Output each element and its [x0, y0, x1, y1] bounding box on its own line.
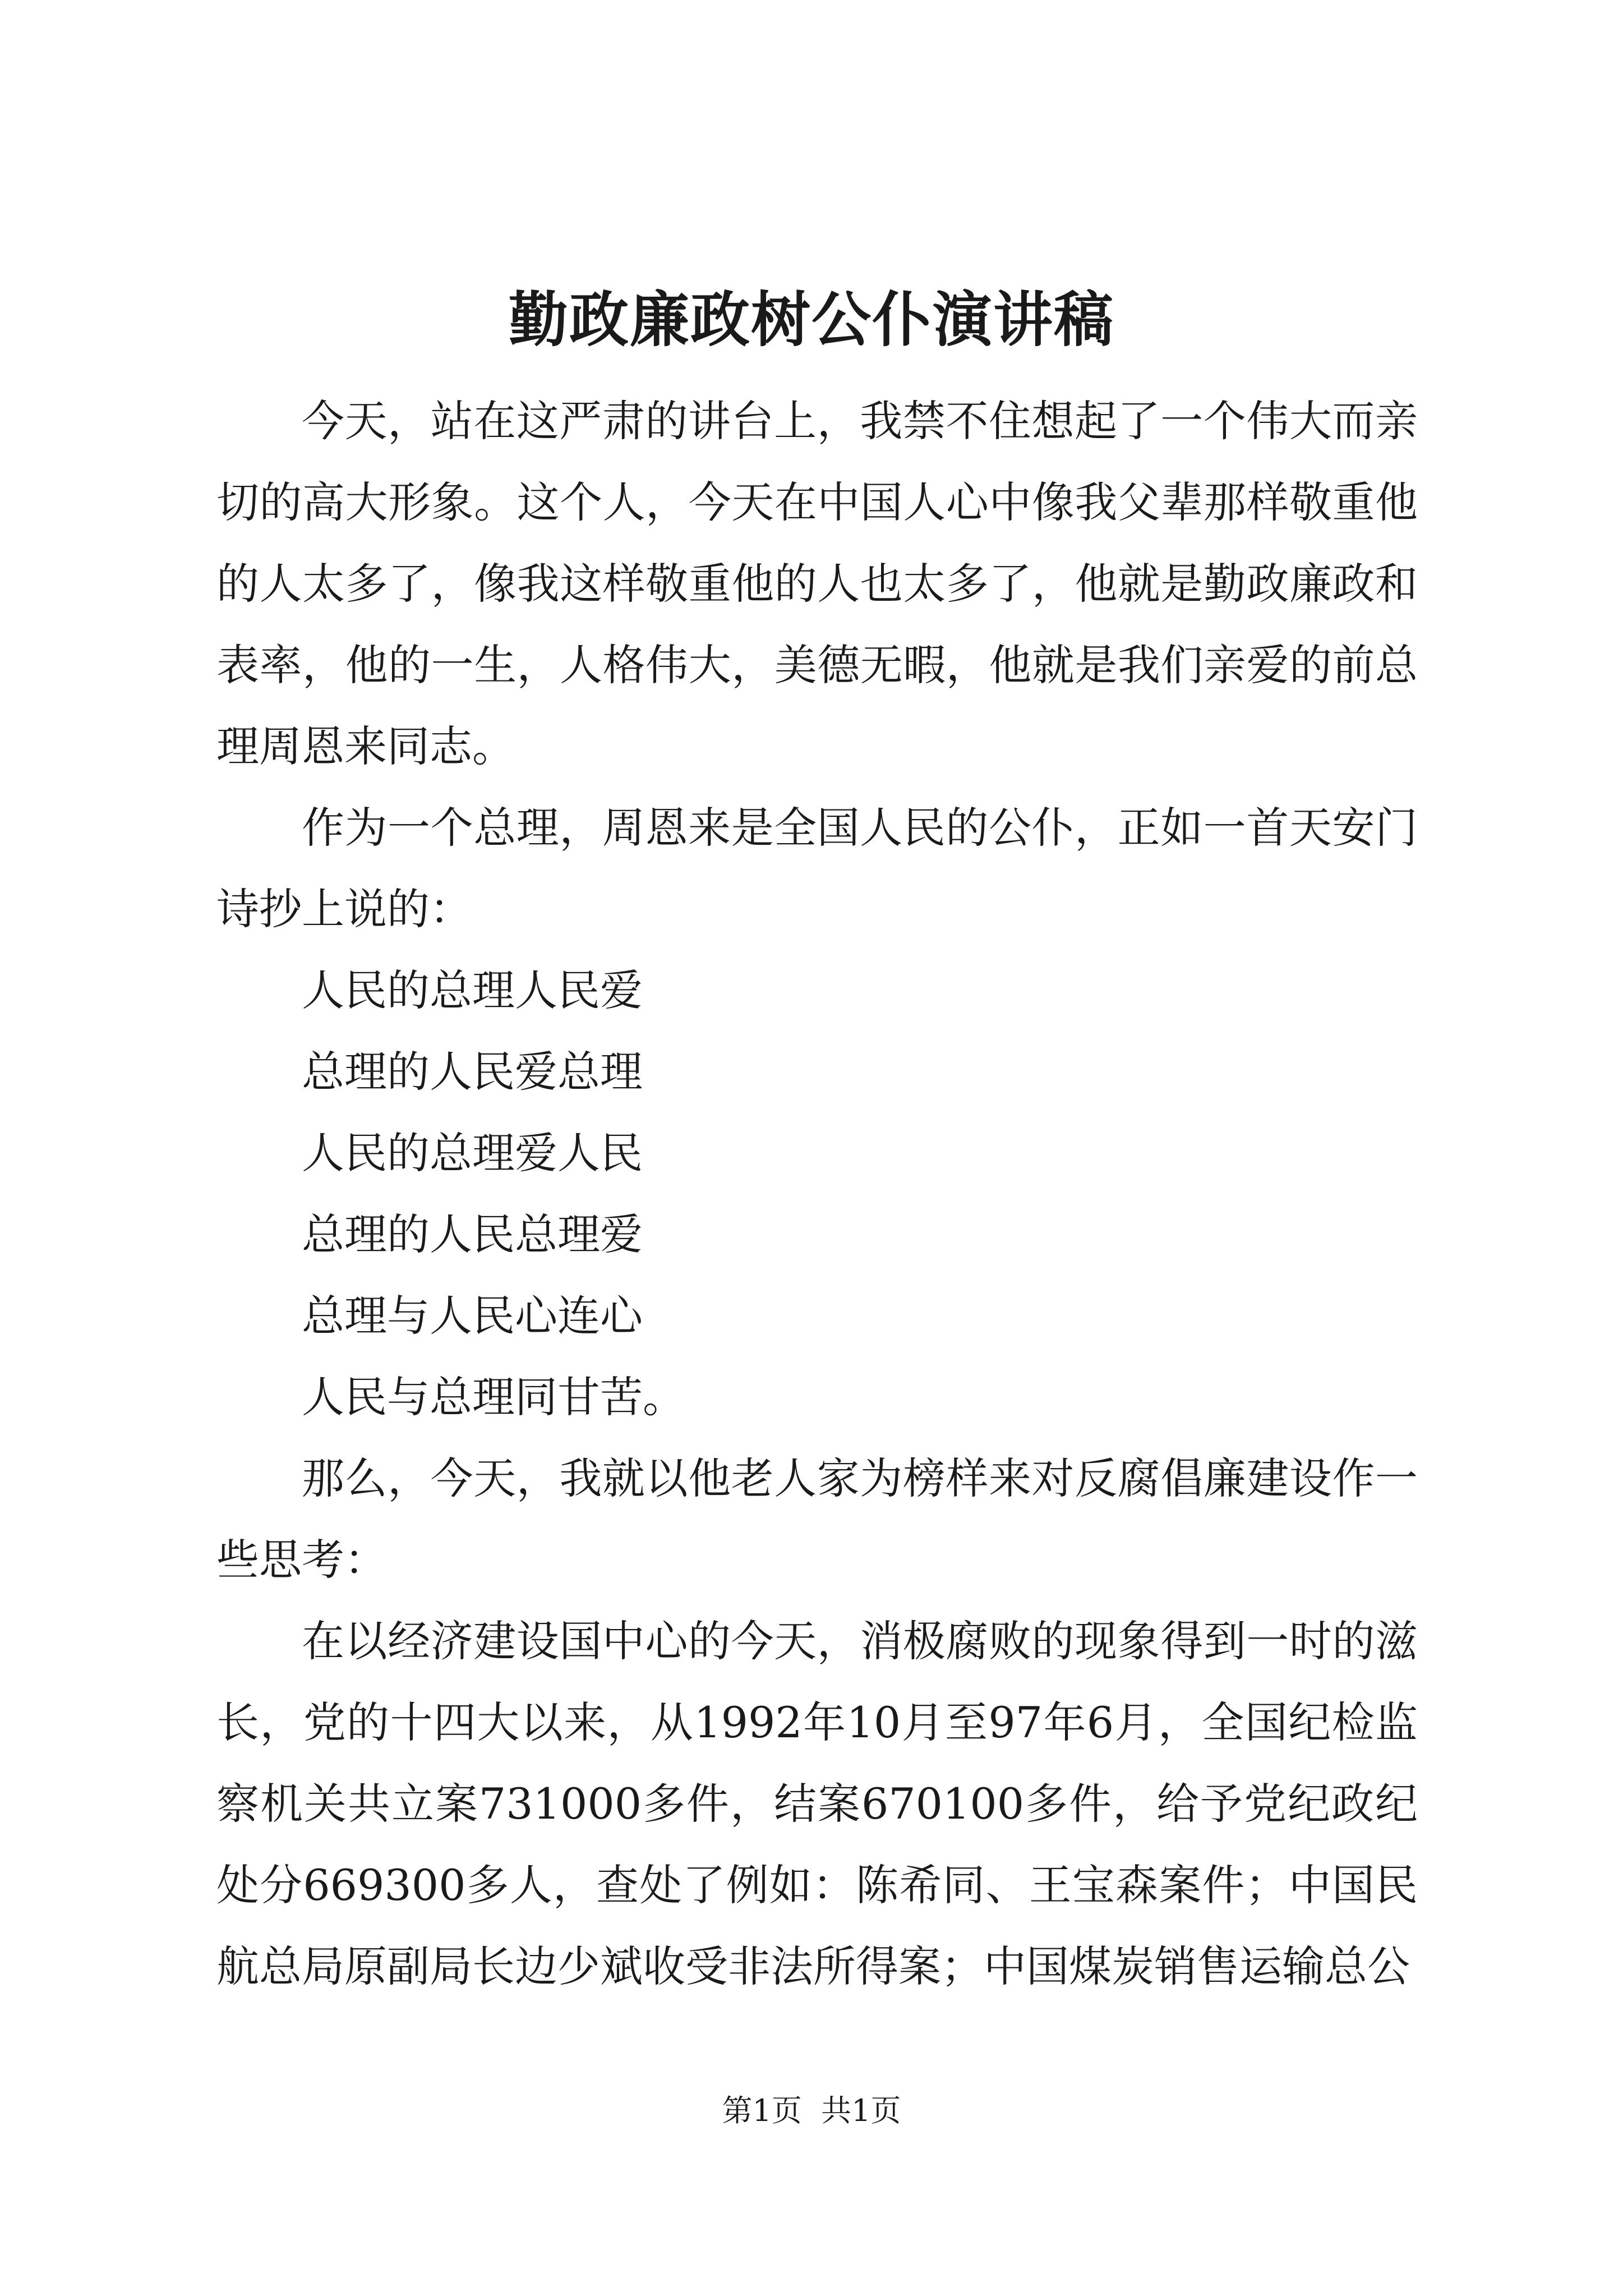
poem-line: 人民的总理爱人民	[302, 1128, 643, 1178]
paragraph-intro: 今天，站在这严肃的讲台上，我禁不住想起了一个伟大而亲切的高大形象。这个人，今天在中国人心中像我父辈那样敬重他的人太多了，像我这样敬重他的人也太多了，他就是勤政廉政和表率，他的一生，人格伟大，美德无暇，他就是我们亲爱的前总理周恩来同志。	[216, 396, 1418, 771]
poem-line: 人民的总理人民爱	[302, 965, 643, 1015]
page-footer	[0, 2091, 1623, 2131]
poem-line: 人民与总理同甘苦。	[302, 1372, 685, 1422]
paragraph-public-servant: 作为一个总理，周恩来是全国人民的公仆，正如一首天安门诗抄上说的：	[216, 803, 1418, 934]
poem-line: 总理的人民爱总理	[302, 1047, 643, 1097]
poem-line: 总理的人民总理爱	[302, 1209, 643, 1259]
page-number-label: 第1页 共1页	[722, 2093, 901, 2128]
paragraph-reflection: 那么，今天，我就以他老人家为榜样来对反腐倡廉建设作一些思考：	[216, 1453, 1418, 1585]
paragraph-statistics: 在以经济建设国中心的今天，消极腐败的现象得到一时的滋长，党的十四大以来，从1992年10月至97年6月，全国纪检监察机关共立案731000多件，结案670100多件，给予党纪政纪处分669300多人，查处了例如：陈希同、王宝森案件；中国民航总局原副局长边少斌收受非法所得案；中国煤炭销售运输总公	[216, 1616, 1418, 1991]
document-title: 勤政廉政树公仆演讲稿	[509, 284, 1114, 355]
poem-line: 总理与人民心连心	[302, 1291, 643, 1341]
document-body	[216, 380, 1418, 2007]
